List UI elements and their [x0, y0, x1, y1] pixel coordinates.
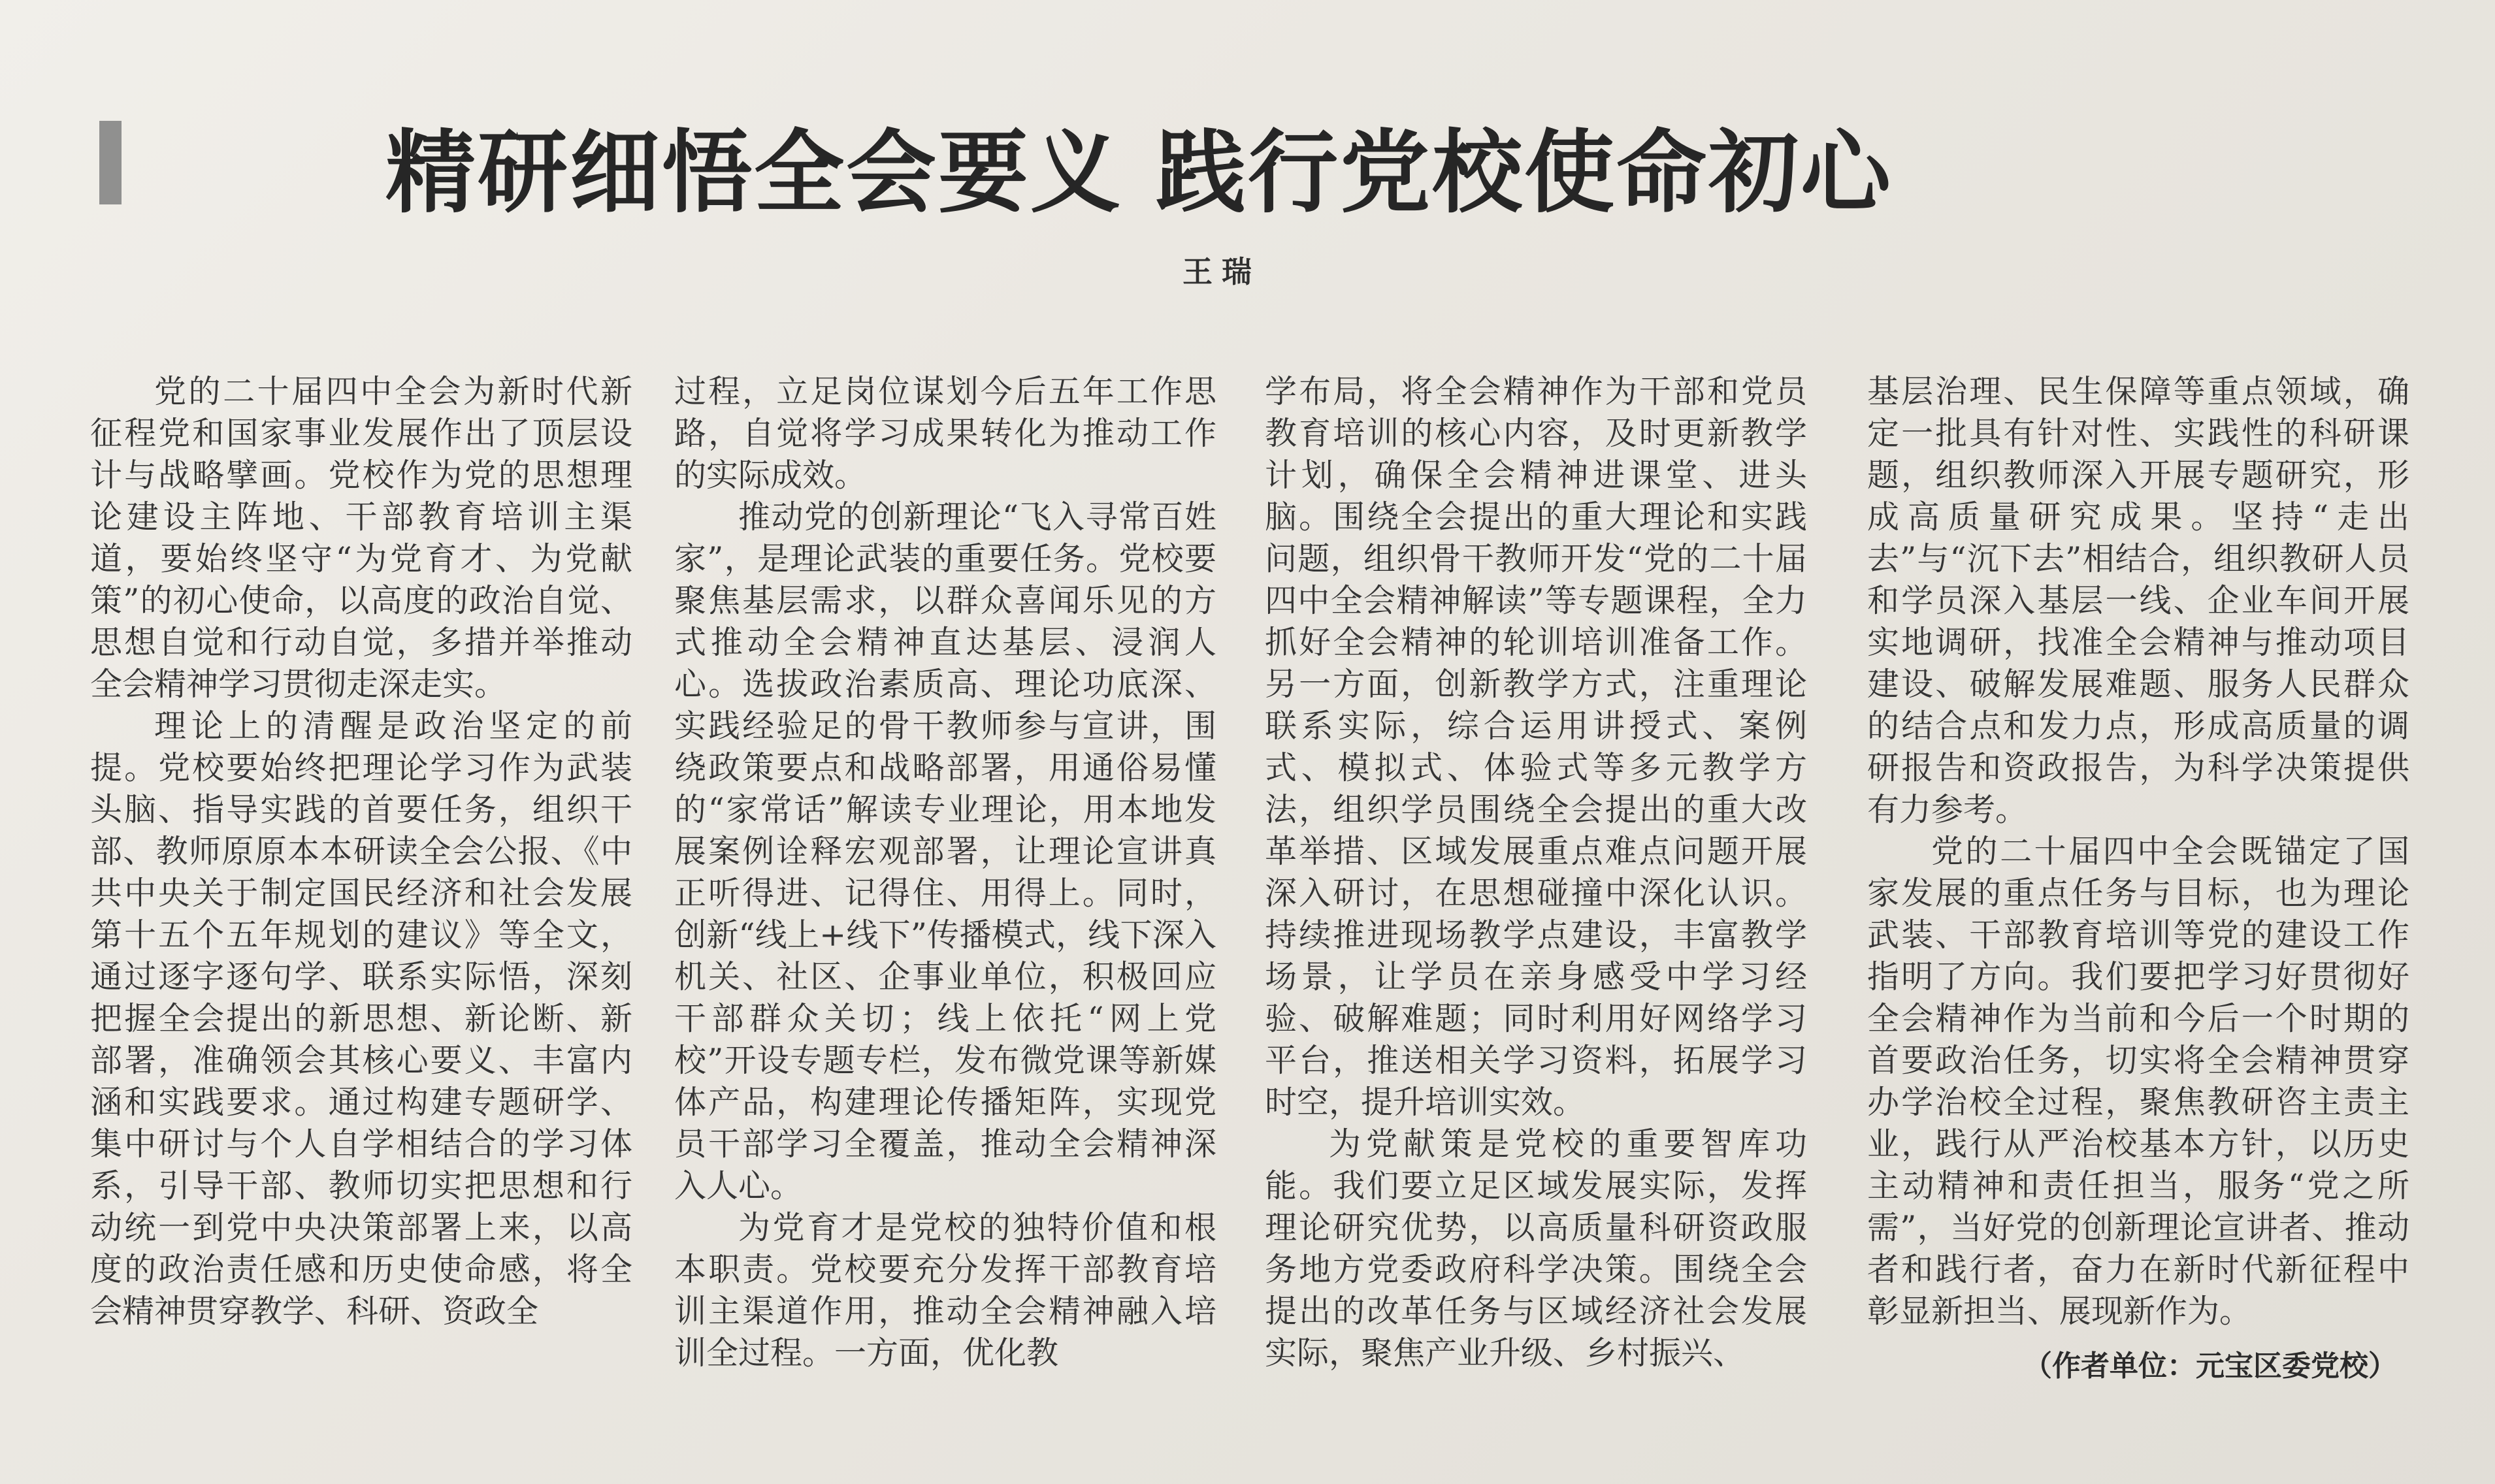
article-paragraph: 党的二十届四中全会为新时代新征程党和国家事业发展作出了顶层设计与战略擘画。党校作为党的思想理论建设主阵地、干部教育培训主渠道，要始终坚守“为党育才、为党献策”的初心使命，以高度的政治自觉、思想自觉和行动自觉，多措并举推动全会精神学习贯彻走深走实。	[90, 373, 632, 703]
article-paragraph: 党的二十届四中全会既锚定了国家发展的重点任务与目标，也为理论武装、干部教育培训等党的建设工作指明了方向。我们要把学习好贯彻好全会精神作为当前和今后一个时期的首要政治任务，切实将全会精神贯穿办学治校全过程，聚焦教研咨主责主业，践行从严治校基本方针，以历史主动精神和责任担当，服务“党之所需”，当好党的创新理论宣讲者、推动者和践行者，奋力在新时代新征程中彰显新担当、展现新作为。	[1867, 833, 2409, 1330]
article-byline: 王瑞	[1182, 254, 1261, 289]
headline-marker-bar	[99, 121, 122, 204]
article-paragraph: 推动党的创新理论“飞入寻常百姓家”，是理论武装的重要任务。党校要聚焦基层需求，以群众喜闻乐见的方式推动全会精神直达基层、浸润人心。选拔政治素质高、理论功底深、实践经验足的骨干教师参与宣讲，围绕政策要点和战略部署，用通俗易懂的“家常话”解读专业理论，用本地发展案例诠释宏观部署，让理论宣讲真正听得进、记得住、用得上。同时，创新“线上+线下”传播模式，线下深入机关、社区、企事业单位，积极回应干部群众关切；线上依托“网上党校”开设专题专栏，发布微党课等新媒体产品，构建理论传播矩阵，实现党员干部学习全覆盖，推动全会精神深入人心。	[674, 498, 1216, 1204]
article-paragraph: 过程，立足岗位谋划今后五年工作思路，自觉将学习成果转化为推动工作的实际成效。	[674, 373, 1216, 494]
article-paragraph: 为党献策是党校的重要智库功能。我们要立足区域发展实际，发挥理论研究优势，以高质量科研资政服务地方党委政府科学决策。围绕全会提出的改革任务与区域经济社会发展实际，聚焦产业升级、乡村振兴、	[1265, 1125, 1807, 1372]
article-column-2	[674, 371, 1216, 1374]
author-unit: （作者单位：元宝区委党校）	[2023, 1349, 2397, 1383]
article-paragraph: 理论上的清醒是政治坚定的前提。党校要始终把理论学习作为武装头脑、指导实践的首要任务，组织干部、教师原原本本研读全会公报、《中共中央关于制定国民经济和社会发展第十五个五年规划的建议》等全文，通过逐字逐句学、联系实际悟，深刻把握全会提出的新思想、新论断、新部署，准确领会其核心要义、丰富内涵和实践要求。通过构建专题研学、集中研讨与个人自学相结合的学习体系，引导干部、教师切实把思想和行动统一到党中央决策部署上来，以高度的政治责任感和历史使命感，将全会精神贯穿教学、科研、资政全	[90, 707, 632, 1330]
article-paragraph: 基层治理、民生保障等重点领域，确定一批具有针对性、实践性的科研课题，组织教师深入开展专题研究，形成高质量研究成果。坚持“走出去”与“沉下去”相结合，组织教研人员和学员深入基层一线、企业车间开展实地调研，找准全会精神与推动项目建设、破解发展难题、服务人民群众的结合点和发力点，形成高质量的调研报告和资政报告，为科学决策提供有力参考。	[1867, 373, 2409, 828]
article-paragraph: 为党育才是党校的独特价值和根本职责。党校要充分发挥干部教育培训主渠道作用，推动全会精神融入培训全过程。一方面，优化教	[674, 1209, 1216, 1372]
article-headline: 精研细悟全会要义 践行党校使命初心	[385, 120, 1893, 225]
article-column-1	[90, 371, 632, 1332]
article-column-3	[1265, 371, 1807, 1374]
article-paragraph: 学布局，将全会精神作为干部和党员教育培训的核心内容，及时更新教学计划，确保全会精神进课堂、进头脑。围绕全会提出的重大理论和实践问题，组织骨干教师开发“党的二十届四中全会精神解读”等专题课程，全力抓好全会精神的轮训培训准备工作。另一方面，创新教学方式，注重理论联系实际，综合运用讲授式、案例式、模拟式、体验式等多元教学方法，组织学员围绕全会提出的重大改革举措、区域发展重点难点问题开展深入研讨，在思想碰撞中深化认识。持续推进现场教学点建设，丰富教学场景，让学员在亲身感受中学习经验、破解难题；同时利用好网络学习平台，推送相关学习资料，拓展学习时空，提升培训实效。	[1265, 373, 1807, 1121]
article-column-4	[1867, 371, 2409, 1332]
